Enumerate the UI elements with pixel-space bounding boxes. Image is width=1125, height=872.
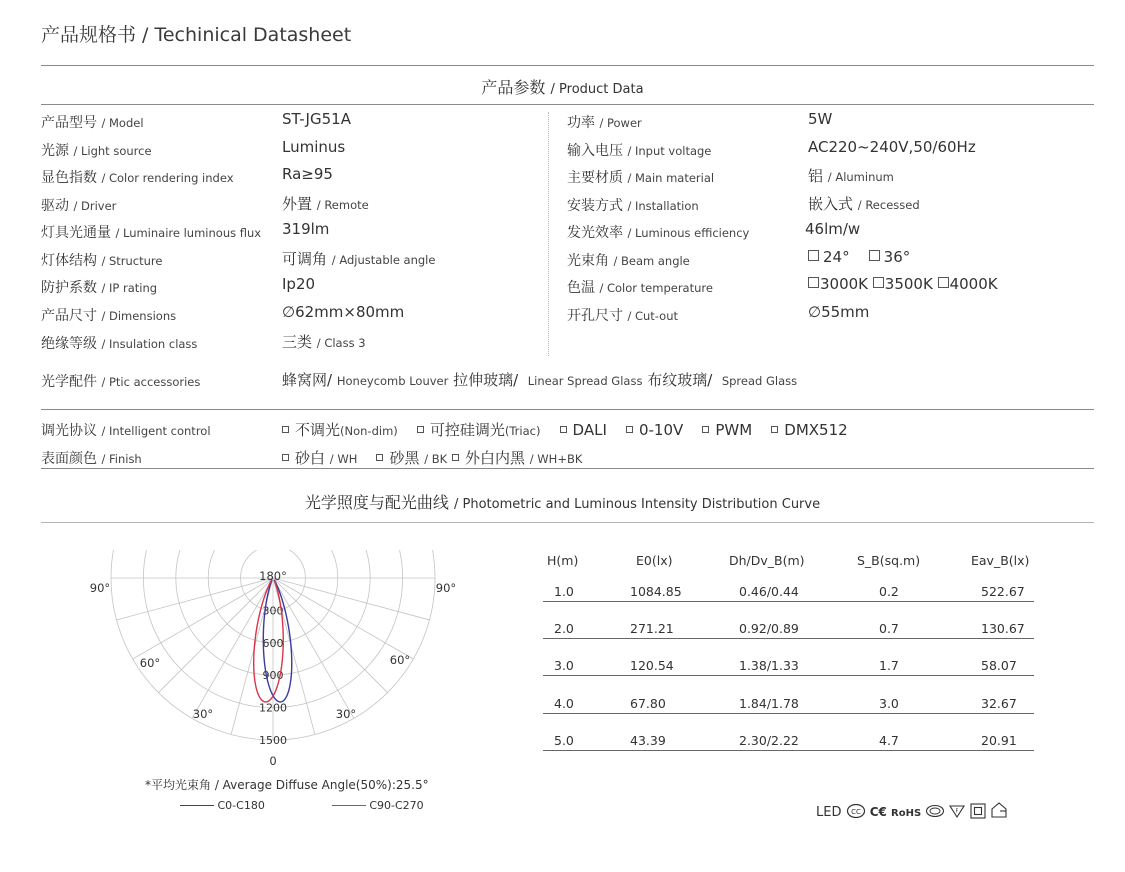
table-row-line [543, 601, 1034, 602]
triangle-icon [949, 804, 965, 818]
polar-spoke [133, 578, 273, 659]
angle-label: 60° [139, 656, 161, 670]
table-header: S_B(sq.m) [857, 553, 921, 568]
table-cell: 1.38/1.33 [739, 658, 799, 674]
table-cell: 1084.85 [630, 584, 682, 599]
photometric-header-cn: 光学照度与配光曲线 [304, 493, 449, 512]
spec-label-efficiency: 发光效率 / Luminous efficiency [567, 225, 750, 241]
spec-label-insulation: 绝缘等级 / Insulation class [41, 336, 198, 352]
polar-spoke [273, 578, 429, 620]
table-cell: 522.67 [981, 584, 1025, 599]
spec-label-power: 功率 / Power [567, 115, 642, 131]
double-insulation-icon [970, 803, 986, 819]
radial-tick-label: 300 [262, 604, 284, 618]
spec-value-ip-rating: Ip20 [282, 275, 316, 293]
radial-tick-label: 1200 [259, 701, 287, 715]
photometric-header-en: / Photometric and Luminous Intensity Distribution Curve [454, 497, 821, 512]
spec-value-model: ST-JG51A [282, 110, 351, 128]
spec-value-insulation: 三类 / Class 3 [282, 333, 366, 351]
spec-label-cri: 显色指数 / Color rendering index [41, 170, 234, 186]
spec-label-installation: 安装方式 / Installation [567, 198, 699, 214]
table-cell: 271.21 [630, 621, 674, 637]
table-row-line [543, 750, 1034, 751]
checkbox[interactable] [702, 426, 709, 433]
spec-label-color-temp: 色温 / Color temperature [567, 280, 713, 296]
polar-chart [80, 540, 470, 770]
photometric-header [0, 490, 1125, 513]
table-cell: 43.39 [630, 732, 666, 748]
angle-label: 0 [269, 754, 277, 768]
table-cell: 130.67 [981, 621, 1025, 637]
divider [41, 522, 1094, 523]
spec-label-light-source: 光源 / Light source [41, 143, 152, 159]
spec-value-luminous-flux: 319lm [282, 220, 330, 238]
table-cell: 2.0 [554, 621, 574, 637]
checkbox[interactable] [808, 250, 819, 261]
spec-value-dimensions: ∅62mm×80mm [282, 303, 405, 321]
checkbox[interactable] [560, 426, 567, 433]
table-cell: 1.0 [554, 584, 574, 599]
spec-value-beam-angle: 24° 36° [808, 248, 910, 266]
spec-label-cutout: 开孔尺寸 / Cut-out [567, 308, 679, 324]
spec-value-color-temp: 3000K 3500K 4000K [808, 275, 998, 293]
spec-label-ip-rating: 防护系数 / IP rating [41, 280, 158, 296]
polar-spoke [273, 578, 413, 659]
divider [41, 468, 1094, 469]
control-label: 调光协议 / Intelligent control [41, 423, 211, 439]
table-cell: 3.0 [879, 695, 899, 711]
page-title: 产品规格书 / Techinical Datasheet [41, 24, 352, 46]
legend-line-c0 [180, 805, 214, 806]
finish-label: 表面颜色 / Finish [41, 451, 142, 467]
spec-value-efficiency: 46lm/w [805, 220, 861, 238]
table-cell: 4.0 [554, 695, 574, 711]
divider [41, 409, 1094, 410]
table-header: Dh/Dv_B(m) [729, 553, 805, 568]
table-cell: 5.0 [554, 732, 574, 748]
svg-text:F: F [956, 808, 959, 815]
spec-value-light-source: Luminus [282, 138, 346, 156]
angle-label: 30° [192, 707, 214, 721]
column-divider [548, 112, 549, 356]
divider [41, 65, 1094, 66]
radial-tick-label: 600 [262, 636, 284, 650]
indoor-use-icon [990, 801, 1008, 819]
spec-label-beam-angle: 光束角 / Beam angle [567, 253, 690, 269]
checkbox[interactable] [873, 277, 884, 288]
spec-value-cutout: ∅55mm [808, 303, 870, 321]
table-row-line [543, 638, 1034, 639]
ce-mark: C€ [869, 805, 887, 819]
product-data-header-en: / Product Data [550, 82, 644, 97]
spec-value-accessories: 蜂窝网/ Honeycomb Louver 拉伸玻璃/ Linear Spread Glass 布纹玻璃/ Spread Glass [282, 371, 798, 389]
polar-spoke [117, 578, 273, 620]
product-data-header [0, 75, 1125, 98]
svg-text:CC: CC [850, 808, 861, 816]
spec-label-input-voltage: 输入电压 / Input voltage [567, 143, 712, 159]
table-cell: 0.2 [879, 584, 899, 599]
angle-label: 60° [389, 653, 411, 667]
table-cell: 0.92/0.89 [739, 621, 799, 637]
spec-value-structure: 可调角 / Adjustable angle [282, 250, 436, 268]
checkbox[interactable] [282, 454, 289, 461]
table-header: Eav_B(lx) [971, 553, 1030, 568]
spec-value-material: 铝 / Aluminum [808, 167, 894, 185]
checkbox[interactable] [452, 454, 459, 461]
spec-label-luminous-flux: 灯具光通量 / Luminaire luminous flux [41, 225, 262, 241]
legend-label-c0: C0-C180 [217, 799, 265, 812]
led-mark: LED [816, 805, 842, 820]
beam-angle-note: *平均光束角 / Average Diffuse Angle(50%):25.5° [145, 778, 429, 792]
product-data-header-cn: 产品参数 [481, 78, 546, 97]
polar-spoke [273, 578, 354, 718]
angle-label: 180° [259, 569, 287, 583]
legend-line-c90 [332, 805, 366, 806]
checkbox[interactable] [808, 277, 819, 288]
checkbox[interactable] [282, 426, 289, 433]
table-cell: 0.7 [879, 621, 899, 637]
angle-label: 90° [89, 581, 111, 595]
divider [41, 104, 1094, 105]
spec-value-input-voltage: AC220~240V,50/60Hz [808, 138, 976, 156]
ccc-icon [846, 803, 866, 819]
table-cell: 3.0 [554, 658, 574, 674]
table-header: H(m) [547, 553, 579, 568]
spec-value-cri: Ra≥95 [282, 165, 333, 183]
table-cell: 58.07 [981, 658, 1017, 674]
radial-tick-label: 900 [262, 669, 284, 683]
rohs-mark: RoHS [891, 808, 922, 819]
spec-value-driver: 外置 / Remote [282, 195, 369, 213]
table-row-line [543, 675, 1034, 676]
table-cell: 1.84/1.78 [739, 695, 799, 711]
spec-value-installation: 嵌入式 / Recessed [808, 195, 920, 213]
angle-label: 90° [435, 581, 457, 595]
legend-label-c90: C90-C270 [369, 799, 424, 812]
spec-label-model: 产品型号 / Model [41, 115, 144, 131]
spec-label-structure: 灯体结构 / Structure [41, 253, 163, 269]
polar-spoke [192, 578, 273, 718]
table-row-line [543, 713, 1034, 714]
table-cell: 67.80 [630, 695, 666, 711]
table-cell: 20.91 [981, 732, 1017, 748]
control-options: 不调光(Non-dim) 可控硅调光(Triac) DALI 0-10V PWM DMX512 [282, 419, 848, 440]
table-cell: 120.54 [630, 658, 674, 674]
table-cell: 0.46/0.44 [739, 584, 799, 599]
energy-icon [925, 804, 945, 818]
spec-label-dimensions: 产品尺寸 / Dimensions [41, 308, 177, 324]
certifications [816, 801, 1008, 820]
radial-tick-label: 1500 [259, 734, 287, 747]
spec-value-power: 5W [808, 110, 833, 128]
angle-label: 30° [335, 707, 357, 721]
checkbox[interactable] [417, 426, 424, 433]
table-cell: 1.7 [879, 658, 899, 674]
table-header: E0(lx) [636, 553, 673, 568]
table-cell: 2.30/2.22 [739, 732, 799, 748]
table-cell: 32.67 [981, 695, 1017, 711]
spec-label-material: 主要材质 / Main material [567, 170, 715, 186]
checkbox[interactable] [376, 454, 383, 461]
checkbox[interactable] [869, 250, 880, 261]
legend [180, 799, 424, 812]
table-cell: 4.7 [879, 732, 899, 748]
spec-label-driver: 驱动 / Driver [41, 198, 117, 214]
spec-label-accessories: 光学配件 / Ptic accessories [41, 374, 201, 390]
checkbox[interactable] [938, 277, 949, 288]
checkbox[interactable] [771, 426, 778, 433]
checkbox[interactable] [626, 426, 633, 433]
finish-options: 砂白 / WH 砂黑 / BK 外白内黑 / WH+BK [282, 447, 582, 468]
